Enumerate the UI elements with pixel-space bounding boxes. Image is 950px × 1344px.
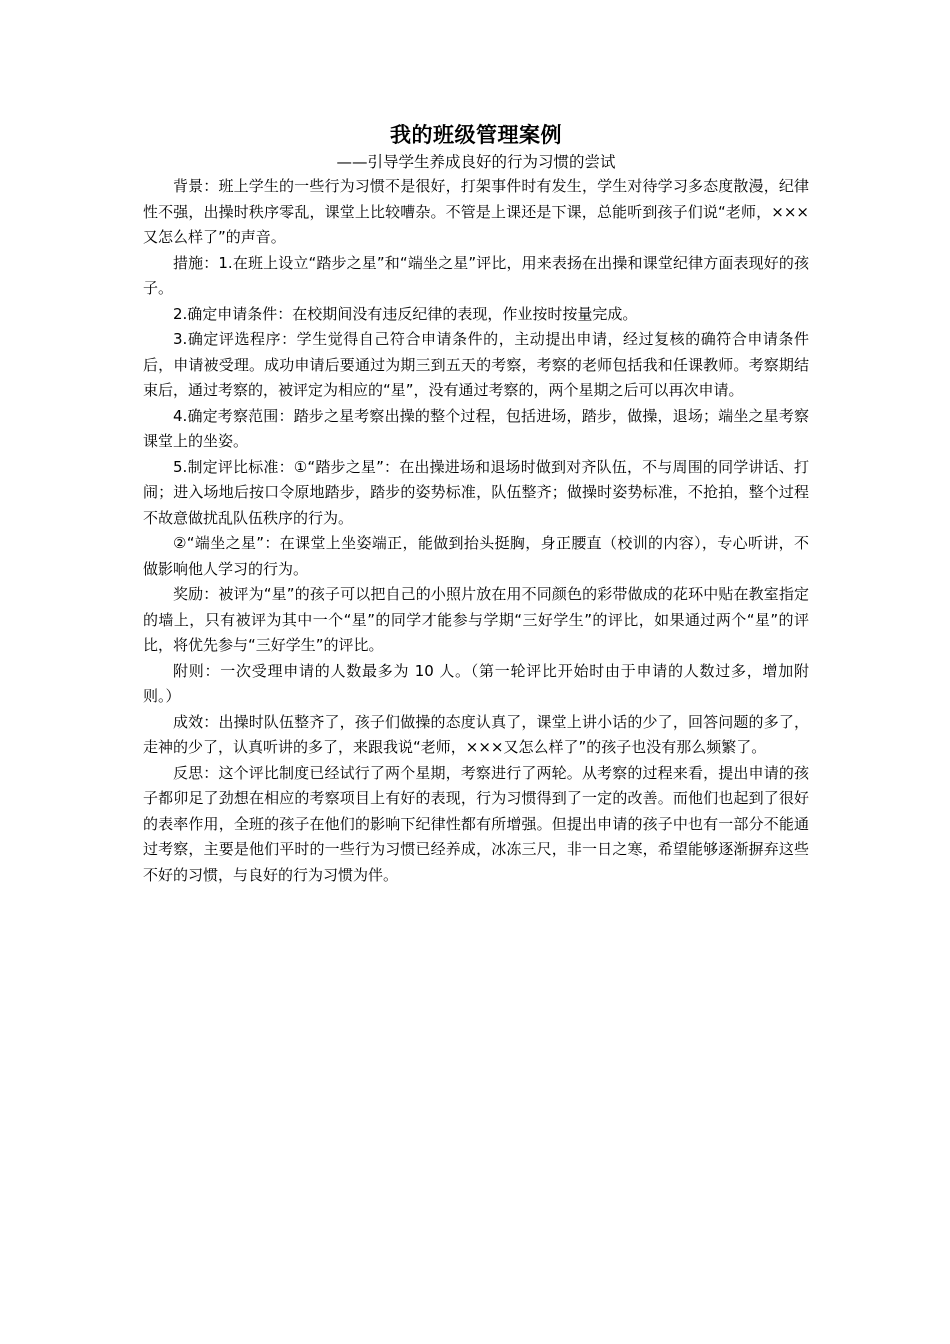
document-page <box>143 120 809 888</box>
paragraph-application-conditions: 2.确定申请条件：在校期间没有违反纪律的表现，作业按时按量完成。 <box>173 304 638 323</box>
document-title: 我的班级管理案例 <box>390 123 562 147</box>
paragraph-background: 背景：班上学生的一些行为习惯不是很好，打架事件时有发生，学生对待学习多态度散漫，纪律性不强，出操时秩序零乱，课堂上比较嘈杂。不管是上课还是下课，总能听到孩子们说“老师，×××又怎么样了”的声音。 <box>143 177 809 246</box>
paragraph-evaluation-criteria: 5.制定评比标准：①“踏步之星”：在出操进场和退场时做到对齐队伍，不与周围的同学讲话、打闹；进入场地后按口令原地踏步，踏步的姿势标准，队伍整齐；做操时姿势标准，不抢拍，整个过程不故意做扰乱队伍秩序的行为。 <box>143 457 809 527</box>
paragraph-results: 成效：出操时队伍整齐了，孩子们做操的态度认真了，课堂上讲小话的少了，回答问题的多了，走神的少了，认真听讲的多了，来跟我说“老师，×××又怎么样了”的孩子也没有那么频繁了。 <box>143 712 809 756</box>
paragraph-supplementary-rule: 附则：一次受理申请的人数最多为 10 人。（第一轮评比开始时由于申请的人数过多，增加附则。） <box>143 661 809 705</box>
paragraph-assessment-scope: 4.确定考察范围：踏步之星考察出操的整个过程，包括进场，踏步，做操，退场；端坐之星考察课堂上的坐姿。 <box>143 406 809 450</box>
paragraph-sitting-star-criteria: ②“端坐之星”：在课堂上坐姿端正，能做到抬头挺胸，身正腰直（校训的内容），专心听讲，不做影响他人学习的行为。 <box>143 534 809 578</box>
document-subtitle: ——引导学生养成良好的行为习惯的尝试 <box>336 153 616 171</box>
paragraph-selection-procedure: 3.确定评选程序：学生觉得自己符合申请条件的，主动提出申请，经过复核的确符合申请条件后，申请被受理。成功申请后要通过为期三到五天的考察，考察的老师包括我和任课教师。考察期结束后，通过考察的，被评定为相应的“星”，没有通过考察的，两个星期之后可以再次申请。 <box>143 330 809 399</box>
paragraph-rewards: 奖励：被评为“星”的孩子可以把自己的小照片放在用不同颜色的彩带做成的花环中贴在教室指定的墙上，只有被评为其中一个“星”的同学才能参与学期“三好学生”的评比，如果通过两个“星”的评比，将优先参与“三好学生”的评比。 <box>143 585 809 654</box>
paragraph-reflection: 反思：这个评比制度已经试行了两个星期，考察进行了两轮。从考察的过程来看，提出申请的孩子都卯足了劲想在相应的考察项目上有好的表现，行为习惯得到了一定的改善。而他们也起到了很好的表率作用，全班的孩子在他们的影响下纪律性都有所增强。但提出申请的孩子中也有一部分不能通过考察，主要是他们平时的一些行为习惯已经养成，冰冻三尺，非一日之寒，希望能够逐渐摒弃这些不好的习惯，与良好的行为习惯为伴。 <box>143 763 809 884</box>
paragraph-measures: 措施：1.在班上设立“踏步之星”和“端坐之星”评比，用来表扬在出操和课堂纪律方面表现好的孩子。 <box>143 253 809 297</box>
